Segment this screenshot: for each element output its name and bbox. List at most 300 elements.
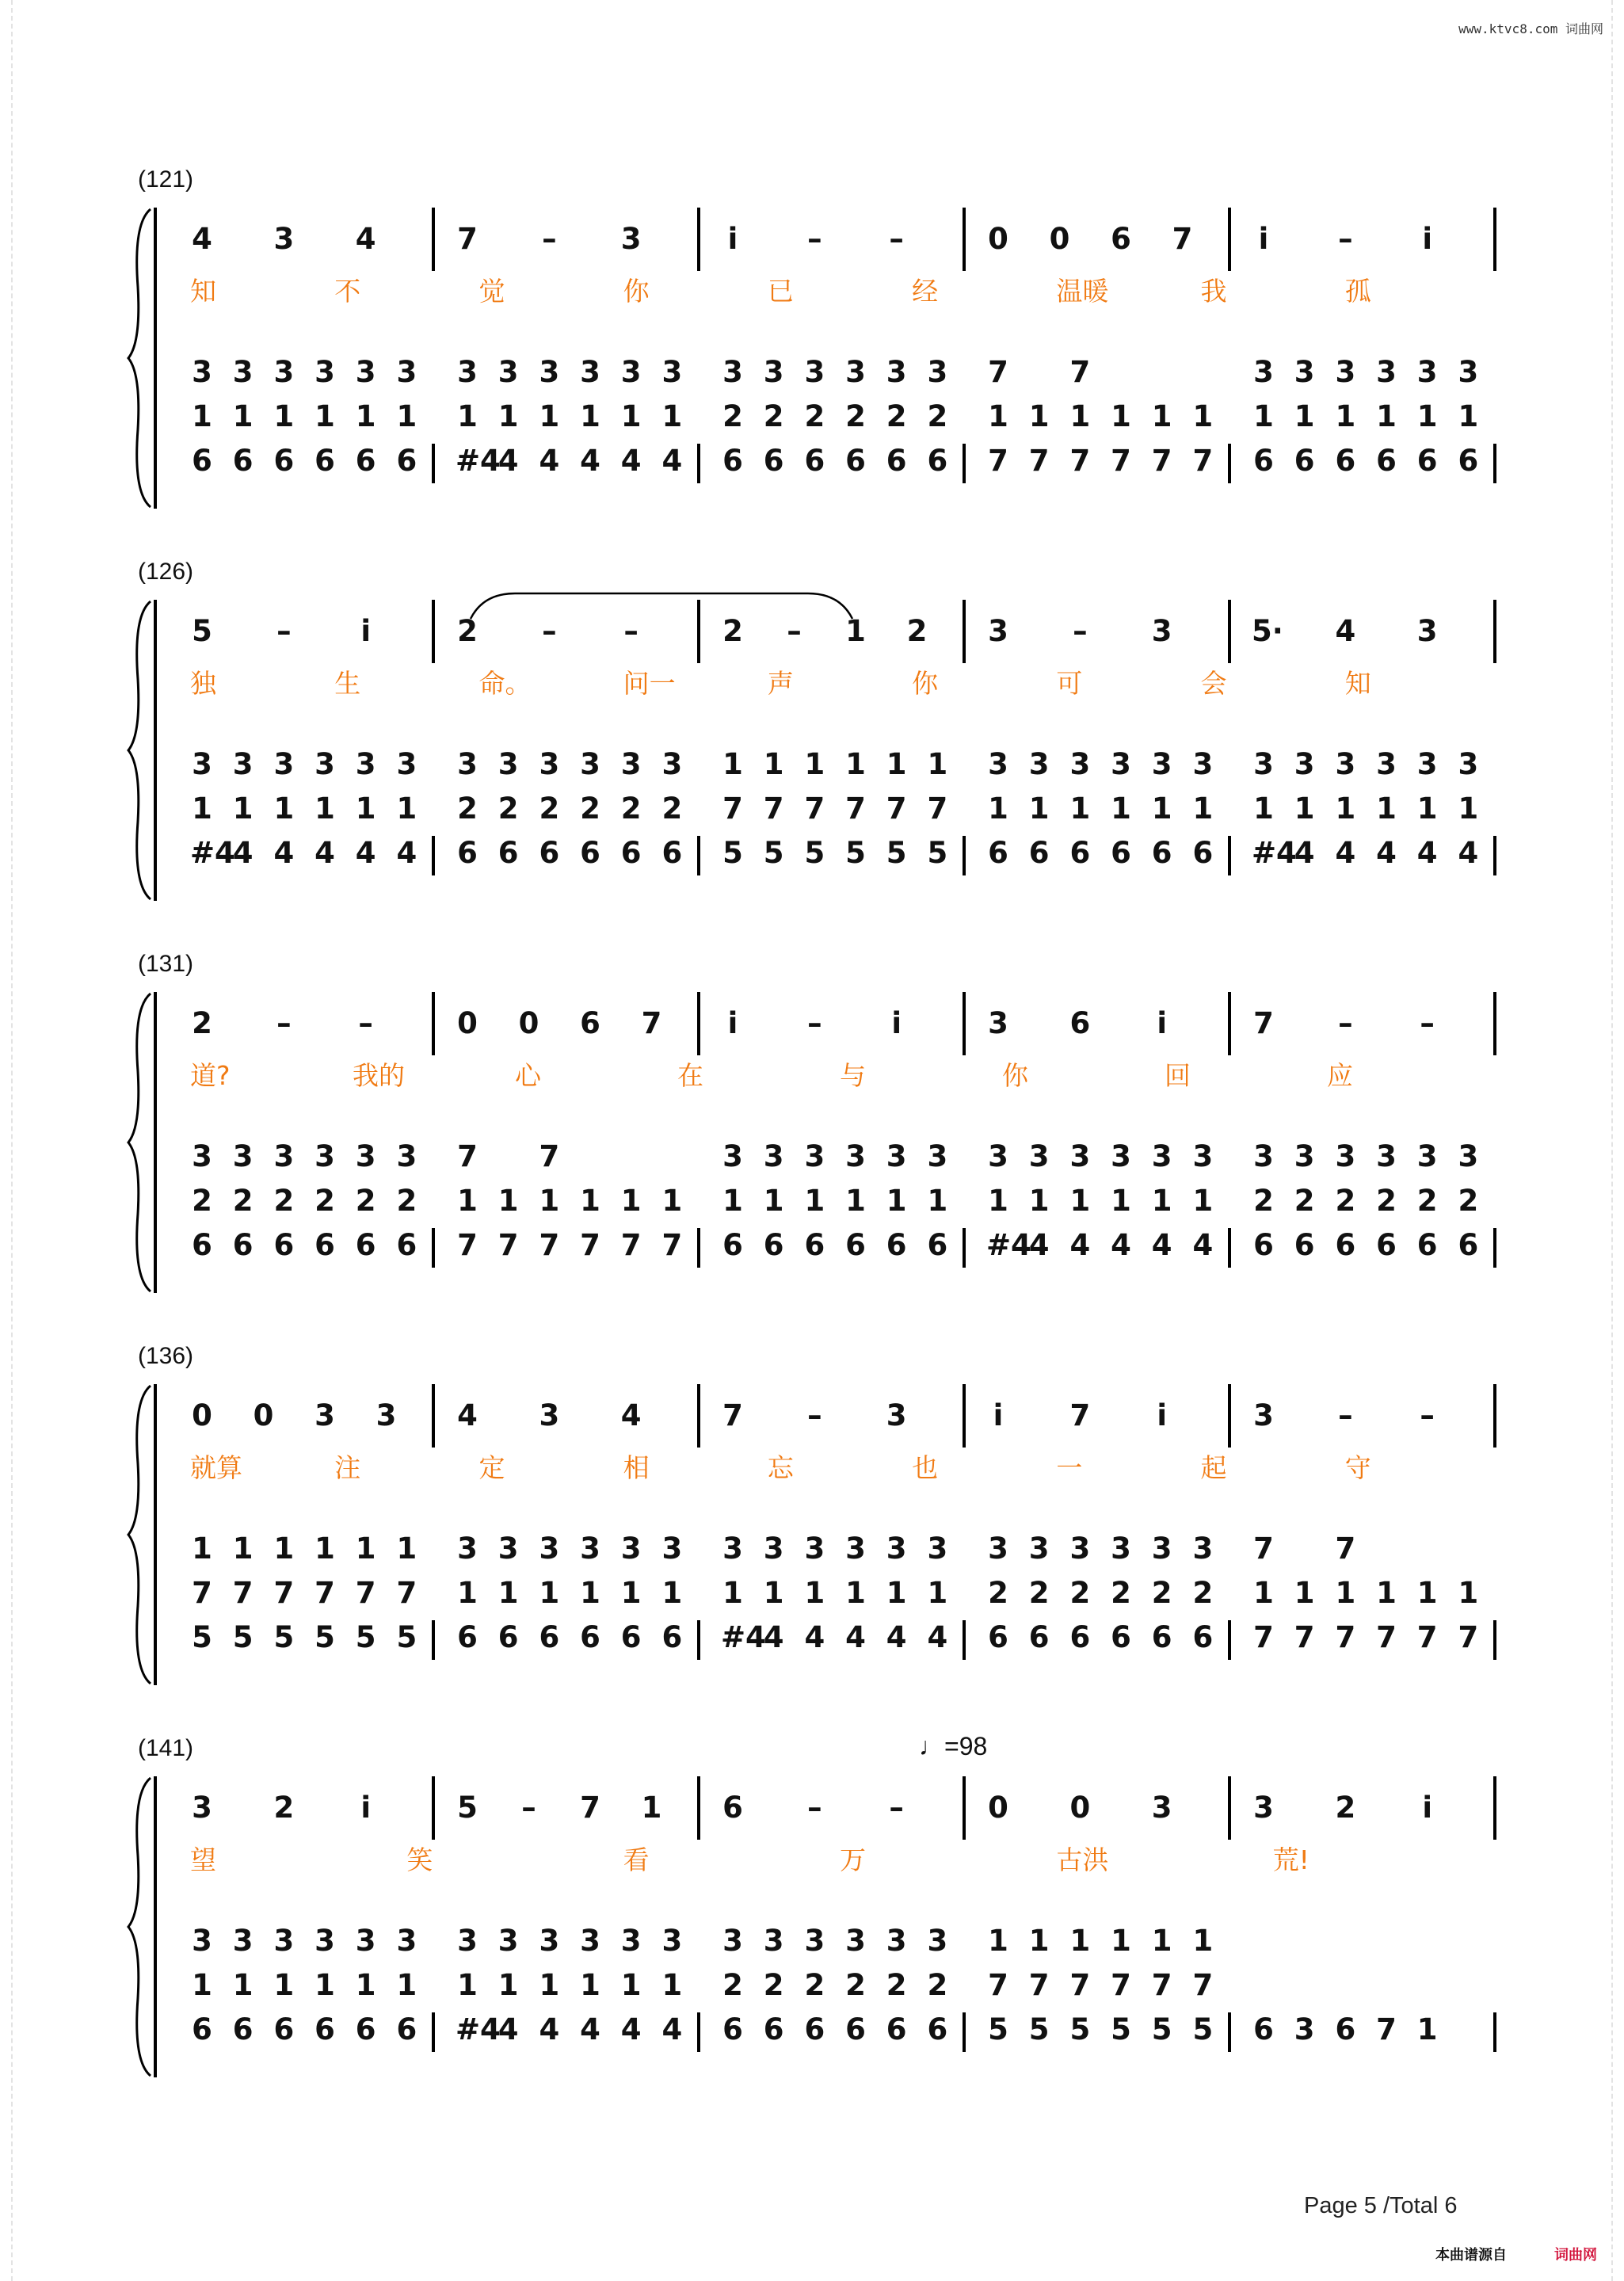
bass-top-note: 3 [1335,1139,1356,1173]
bass-top-note: 1 [1151,1924,1172,1958]
melody-note: – [807,1398,822,1432]
bass-top-note: 7 [1335,1531,1356,1566]
bass-top-note: 3 [1376,747,1397,781]
barline [697,1776,700,1840]
bass-top-note: 3 [1335,355,1356,389]
bass-low-note: 4 [396,836,417,870]
melody-note: i [360,1791,371,1825]
bass-top-note: 3 [845,1531,866,1566]
bass-low-note: 4 [539,2012,560,2046]
bass-mid-note: 2 [763,1968,784,2002]
bass-low-note: 6 [722,444,743,478]
bass-mid-note: 1 [580,399,600,433]
bass-mid-note: 1 [1458,1576,1479,1610]
measure-number: (131) [138,951,194,977]
lyric-word: 就算 [190,1452,242,1483]
bass-mid-note: 2 [396,1184,417,1218]
bass-top-note: 3 [886,1531,907,1566]
bass-mid-note: 2 [845,399,866,433]
melody-note: – [1073,614,1088,648]
site-url: www.ktvc8.com 词曲网 [1458,21,1603,36]
bass-top-note: 3 [988,1139,1008,1173]
bass-mid-note: 1 [457,1968,478,2002]
bass-low-note: 6 [1253,2012,1274,2046]
measure-number: (136) [138,1343,194,1369]
bass-top-note: 3 [927,1531,948,1566]
bass-low-note: 5 [1192,2012,1214,2046]
bass-low-note: 6 [927,1228,948,1262]
bass-low-note: 6 [886,444,907,478]
bass-mid-note: 1 [497,1576,519,1610]
melody-note: – [542,222,557,256]
bass-low-note: 6 [192,2012,212,2046]
bass-low-note: 6 [1416,1228,1438,1262]
bass-top-note: 3 [457,355,478,389]
bass-low-note: 5 [355,1620,376,1654]
barline [697,836,700,875]
bass-low-note: 6 [1294,1228,1315,1262]
bass-top-note: 1 [722,747,743,781]
bass-mid-note: 1 [1376,399,1397,433]
bass-low-note: 7 [1376,2012,1397,2046]
bass-low-note: 6 [845,444,866,478]
bass-top-note: 3 [1069,1139,1091,1173]
lyric-word: 可 [1056,668,1083,699]
bass-low-note: 3 [1294,2012,1315,2046]
bass-low-note: 6 [1376,1228,1397,1262]
bass-low-note: 6 [927,2012,948,2046]
bass-low-note: 6 [315,1228,335,1262]
bass-mid-note: 7 [927,791,948,826]
lyric-word: 古洪 [1056,1844,1109,1875]
lyric-word: 看 [623,1844,650,1875]
bass-mid-note: 2 [927,1968,948,2002]
bass-low-note: 5 [1069,2012,1091,2046]
bass-mid-note: 2 [1416,1184,1438,1218]
bass-top-note: 3 [886,1924,907,1958]
bass-top-note: 3 [315,355,335,389]
lyric-word: 起 [1200,1452,1227,1483]
bass-top-note: 3 [1151,747,1172,781]
melody-note: – [889,222,904,256]
bass-mid-note: 1 [232,1968,254,2002]
bass-top-note: 3 [580,355,600,389]
lyric-word: 不 [334,276,361,307]
bass-top-note: 3 [886,1139,907,1173]
bass-low-note: 4 [620,2012,642,2046]
bass-low-note: 4 [497,444,519,478]
bass-top-note: 3 [1028,1139,1050,1173]
bass-low-note: 6 [804,2012,825,2046]
bass-low-note: 4 [661,2012,683,2046]
melody-note: – [358,1006,373,1040]
system-bracket [154,208,157,509]
melody-note: 3 [988,1006,1008,1040]
melody-note: 0 [518,1006,539,1040]
bass-top-note: 3 [1376,355,1397,389]
bass-mid-note: 1 [763,1576,784,1610]
bass-low-note: 5 [192,1620,212,1654]
lyric-word: 你 [623,276,650,307]
bass-mid-note: 2 [497,791,519,826]
bass-mid-note: 1 [315,399,335,433]
lyric-word: 万 [840,1844,866,1875]
bass-low-note: 6 [396,1228,417,1262]
bass-top-note: 1 [315,1531,335,1566]
bass-top-note: 3 [1335,747,1356,781]
melody-note: 7 [1253,1006,1274,1040]
bass-low-note: 6 [1416,444,1438,478]
melody-note: – [1338,1398,1353,1432]
bass-mid-note: 1 [1458,399,1479,433]
bass-mid-note: 1 [273,791,295,826]
bass-low-note: 6 [355,444,376,478]
bass-low-note: 6 [539,1620,560,1654]
melody-note: 3 [886,1398,907,1432]
bass-mid-note: 1 [1253,399,1274,433]
melody-note: i [360,614,371,648]
bass-mid-note: 1 [661,1576,683,1610]
bass-mid-note: 7 [1111,1968,1131,2002]
bass-mid-note: 1 [722,1576,743,1610]
lyric-word: 问一 [623,668,676,699]
bass-mid-note: 1 [232,791,254,826]
bass-low-note: 4 [845,1620,866,1654]
bass-mid-note: 1 [1376,791,1397,826]
melody-note: i [993,1398,1004,1432]
bass-mid-note: 1 [1192,1184,1214,1218]
melody-note: – [276,1006,292,1040]
bass-top-note: 3 [1458,1139,1479,1173]
bass-mid-note: 7 [1028,1968,1050,2002]
bass-mid-note: 1 [1111,791,1131,826]
bass-top-note: 3 [845,355,866,389]
barline [432,600,435,663]
bass-top-note: 7 [988,355,1008,389]
bass-low-note: 6 [1335,444,1356,478]
bass-low-note: 4 [1069,1228,1091,1262]
bass-mid-note: 1 [661,1184,683,1218]
bass-mid-note: 1 [457,1184,478,1218]
barline [963,1620,966,1660]
bass-top-note: 3 [927,1924,948,1958]
barline [1228,1228,1231,1268]
lyric-word: 生 [334,668,361,699]
bass-low-note: 6 [927,444,948,478]
lyric-word: 应 [1327,1060,1353,1091]
bass-low-note: 6 [845,2012,866,2046]
bass-mid-note: 1 [1028,791,1050,826]
bass-top-note: 3 [620,747,642,781]
tempo-marking: ♩=98 [919,1732,988,1760]
barline [1228,444,1231,483]
bass-low-note: 4 [539,444,560,478]
bass-mid-note: 1 [355,791,376,826]
melody-note: 3 [1151,1791,1172,1825]
melody-note: 3 [1416,614,1438,648]
bass-top-note: 3 [1294,747,1315,781]
bass-low-note: 7 [497,1228,519,1262]
bass-low-note: 6 [580,1620,600,1654]
bass-low-note: 6 [315,2012,335,2046]
melody-note: 7 [722,1398,743,1432]
melody-note: 4 [457,1398,478,1432]
melody-note: 0 [192,1398,212,1432]
bass-low-note: 6 [722,1228,743,1262]
barline [697,1228,700,1268]
bass-mid-note: 7 [804,791,825,826]
barline [1493,836,1496,875]
bass-mid-note: 1 [539,1576,560,1610]
bass-low-note: 7 [1111,444,1131,478]
bass-mid-note: 1 [661,399,683,433]
lyric-word: 独 [190,668,216,699]
bass-low-note: 4 [580,444,600,478]
barline [963,2012,966,2052]
barline [432,1384,435,1448]
bass-mid-note: 2 [722,1968,743,2002]
bass-mid-note: 1 [661,1968,683,2002]
lyric-word: 与 [840,1060,866,1091]
bass-top-note: 3 [620,1531,642,1566]
bass-mid-note: 7 [396,1576,417,1610]
bass-low-note: 4 [232,836,254,870]
bass-low-note: 6 [1069,836,1091,870]
barline [963,1228,966,1268]
bass-top-note: 3 [1069,747,1091,781]
barline [1493,2012,1496,2052]
melody-note: i [727,1006,738,1040]
measure-number: (141) [138,1735,194,1761]
bass-low-note: 4 [1335,836,1356,870]
bass-mid-note: 2 [1294,1184,1315,1218]
bass-top-note: 3 [192,1139,212,1173]
bass-low-note: 4 [497,2012,519,2046]
barline [697,1384,700,1448]
bass-mid-note: 2 [539,791,560,826]
bass-low-note: #4 [190,836,235,870]
bass-mid-note: 1 [1069,399,1091,433]
bass-mid-note: 1 [845,1576,866,1610]
bass-mid-note: 1 [804,1184,825,1218]
bass-low-note: 4 [580,2012,600,2046]
bass-low-note: 6 [1458,1228,1479,1262]
bass-top-note: 3 [1069,1531,1091,1566]
bass-mid-note: 1 [580,1968,600,2002]
bass-low-note: 7 [1416,1620,1438,1654]
barline [432,836,435,875]
bass-low-note: 6 [1192,836,1214,870]
bass-mid-note: 7 [886,791,907,826]
lyric-word: 我的 [353,1060,405,1091]
bass-low-note: 7 [988,444,1008,478]
melody-note: 6 [1111,222,1131,256]
bass-top-note: 3 [763,1139,784,1173]
bass-mid-note: 2 [1028,1576,1050,1610]
melody-note: i [1157,1006,1167,1040]
melody-note: 7 [580,1791,600,1825]
bass-low-note: 5 [886,836,907,870]
bass-mid-note: 1 [273,399,295,433]
bass-top-note: 3 [539,1531,560,1566]
bass-top-note: 3 [1416,355,1438,389]
bass-low-note: 4 [1416,836,1438,870]
bass-mid-note: 1 [1111,399,1131,433]
bass-low-note: 6 [1458,444,1479,478]
melody-note: – [807,1006,822,1040]
barline [963,1384,966,1448]
lyric-word: 孤 [1344,276,1371,307]
bass-top-note: 3 [722,1924,743,1958]
bass-low-note: #4 [1252,836,1297,870]
bass-mid-note: 1 [1335,1576,1356,1610]
bass-low-note: 6 [396,2012,417,2046]
bass-top-note: 3 [539,1924,560,1958]
barline [1228,208,1231,271]
bass-low-note: 7 [1335,1620,1356,1654]
bass-mid-note: 1 [315,1968,335,2002]
bass-mid-note: 7 [1069,1968,1091,2002]
bass-low-note: 5 [273,1620,295,1654]
bass-low-note: 7 [1458,1620,1479,1654]
bass-mid-note: 1 [1294,399,1315,433]
bass-mid-note: 2 [804,1968,825,2002]
bass-top-note: 3 [620,355,642,389]
bass-mid-note: 1 [620,1576,642,1610]
bass-mid-note: 2 [580,791,600,826]
bass-mid-note: 2 [722,399,743,433]
bass-mid-note: 7 [1192,1968,1214,2002]
bass-low-note: 7 [1069,444,1091,478]
bass-mid-note: 2 [457,791,478,826]
bass-top-note: 3 [927,1139,948,1173]
bass-top-note: 3 [497,355,519,389]
bass-top-note: 1 [355,1531,376,1566]
bass-low-note: 7 [1294,1620,1315,1654]
bass-mid-note: 2 [1253,1184,1274,1218]
bass-mid-note: 1 [232,399,254,433]
melody-note: 4 [192,222,212,256]
bass-low-note: 4 [1458,836,1479,870]
bass-top-note: 3 [1151,1531,1172,1566]
lyric-word: 望 [190,1844,216,1875]
lyric-word: 在 [677,1060,703,1091]
melody-note: i [1157,1398,1167,1432]
bass-top-note: 3 [497,1924,519,1958]
lyric-word: 你 [912,668,939,699]
bass-low-note: 4 [804,1620,825,1654]
bass-mid-note: 1 [580,1576,600,1610]
lyric-word: 忘 [767,1452,794,1483]
bass-top-note: 3 [722,1139,743,1173]
bass-mid-note: 7 [763,791,784,826]
bass-mid-note: 2 [886,1968,907,2002]
melody-note: 6 [1069,1006,1091,1040]
bass-mid-note: 1 [620,399,642,433]
bass-mid-note: 1 [1069,791,1091,826]
barline [1228,836,1231,875]
bass-low-note: 6 [355,2012,376,2046]
bass-low-note: 4 [1376,836,1397,870]
bass-top-note: 1 [886,747,907,781]
bass-mid-note: 7 [273,1576,295,1610]
score-system [119,559,1489,923]
bass-mid-note: 7 [232,1576,254,1610]
barline [963,600,966,663]
bass-mid-note: 1 [1069,1184,1091,1218]
bass-low-note: 6 [1069,1620,1091,1654]
bass-low-note: 4 [620,444,642,478]
bass-top-note: 1 [396,1531,417,1566]
bass-top-note: 3 [497,1531,519,1566]
bass-top-note: 1 [1028,1924,1050,1958]
bass-low-note: 6 [232,1228,254,1262]
bass-mid-note: 7 [315,1576,335,1610]
melody-note: 3 [988,614,1008,648]
bass-top-note: 3 [1192,1139,1214,1173]
bass-low-note: 5 [722,836,743,870]
lyric-word: 回 [1165,1060,1191,1091]
lyric-word: 守 [1344,1452,1371,1483]
bass-mid-note: 1 [988,1184,1008,1218]
bass-top-note: 3 [273,355,295,389]
barline [1493,992,1496,1055]
bass-mid-note: 1 [927,1576,948,1610]
barline [1493,1776,1496,1840]
lyric-word: 注 [334,1452,361,1483]
bass-mid-note: 1 [580,1184,600,1218]
bass-mid-note: 1 [1376,1576,1397,1610]
lyric-word: 笑 [406,1844,433,1875]
melody-note: 4 [620,1398,642,1432]
melody-note: 2 [906,614,928,648]
bass-mid-note: 1 [1294,1576,1315,1610]
melody-note: 4 [355,222,376,256]
bass-mid-note: 1 [1151,1184,1172,1218]
melody-note: 1 [641,1791,662,1825]
bass-mid-note: 1 [927,1184,948,1218]
bass-mid-note: 1 [620,1184,642,1218]
bass-top-note: 3 [927,355,948,389]
bass-mid-note: 2 [1151,1576,1172,1610]
lyric-word: 声 [767,668,794,699]
lyric-word: 知 [1344,668,1371,699]
bass-mid-note: 1 [804,1576,825,1610]
bass-top-note: 3 [192,355,212,389]
bass-low-note: 6 [1151,1620,1172,1654]
bass-mid-note: 7 [845,791,866,826]
bass-top-note: 3 [315,1139,335,1173]
bass-top-note: 3 [620,1924,642,1958]
melody-note: i [727,222,738,256]
bass-top-note: 3 [804,1531,825,1566]
barline [1493,1228,1496,1268]
bass-mid-note: 1 [886,1576,907,1610]
bass-mid-note: 2 [661,791,683,826]
bass-top-note: 3 [1294,1139,1315,1173]
bass-low-note: 6 [1376,444,1397,478]
bass-top-note: 3 [1416,747,1438,781]
barline [1228,992,1231,1055]
bass-top-note: 3 [1028,747,1050,781]
bass-low-note: 6 [1111,836,1131,870]
bass-mid-note: 1 [539,1184,560,1218]
melody-note: – [787,614,802,648]
bass-mid-note: 1 [396,1968,417,2002]
lyric-word: 也 [912,1452,939,1483]
melody-note: 4 [1335,614,1356,648]
score-system [119,1732,1489,2100]
